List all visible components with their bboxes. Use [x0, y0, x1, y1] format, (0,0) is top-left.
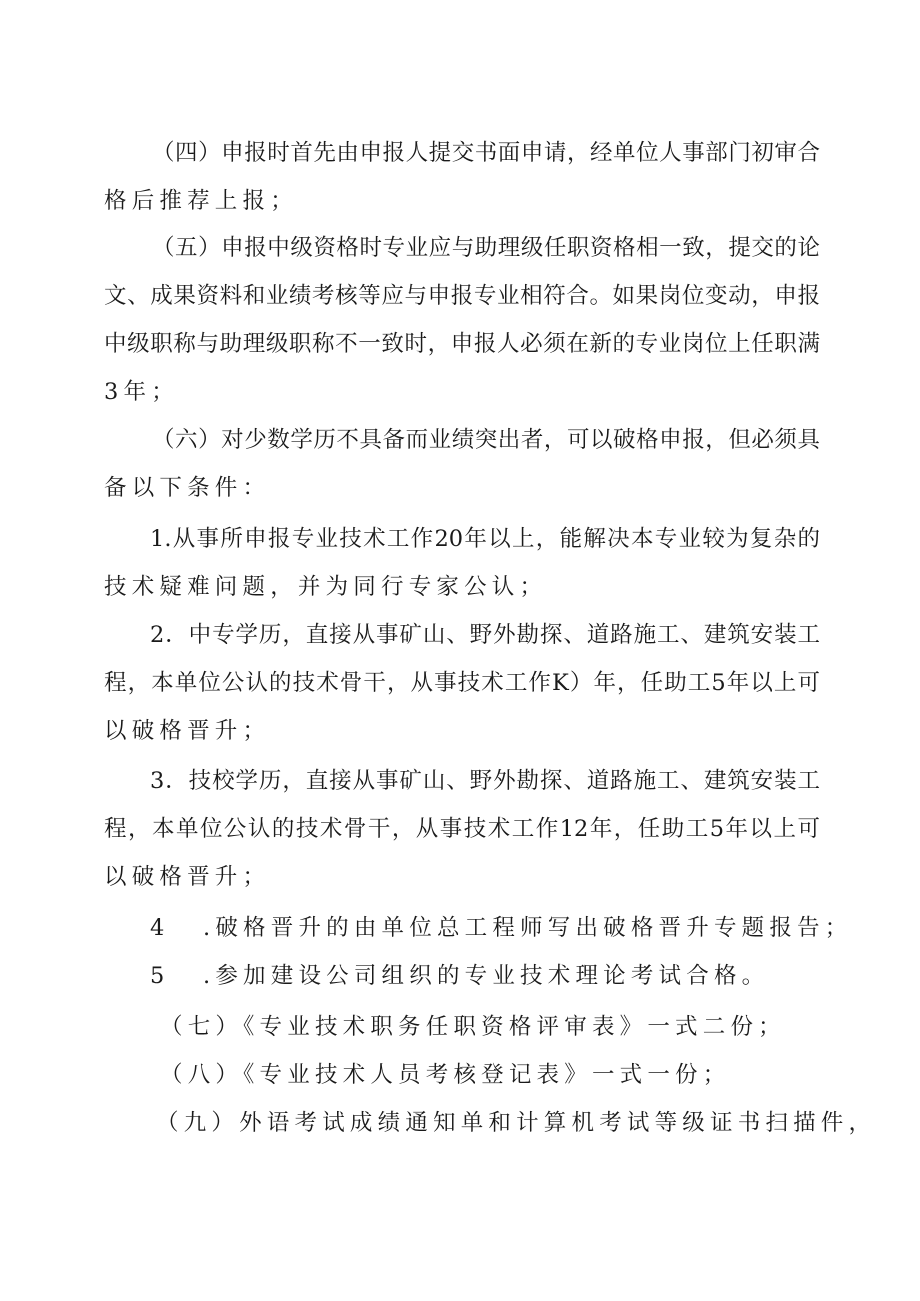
item-1-line-1: 1.从事所申报专业技术工作20年以上，能解决本专业较为复杂的	[150, 526, 820, 552]
paragraph-4-line-1: （四）申报时首先由申报人提交书面申请，经单位人事部门初审合	[152, 140, 820, 166]
paragraph-4-line-2: 格后推荐上报；	[104, 188, 298, 214]
item-2-line-3: 以破格晋升；	[104, 718, 271, 744]
paragraph-5-line-1: （五）申报中级资格时专业应与助理级任职资格相一致，提交的论	[152, 235, 820, 261]
paragraph-5-line-3: 中级职称与助理级职称不一致时，申报人必须在新的专业岗位上任职满	[104, 331, 820, 357]
item-4-text: .破格晋升的由单位总工程师写出破格晋升专题报告；	[203, 915, 853, 941]
item-4-number: 4	[150, 915, 165, 941]
item-5-text: .参加建设公司组织的专业技术理论考试合格。	[203, 963, 770, 989]
item-3-line-1: 3．技校学历，直接从事矿山、野外勘探、道路施工、建筑安装工	[150, 768, 820, 794]
item-5-number: 5	[150, 963, 165, 989]
item-3-line-2: 程，本单位公认的技术骨干，从事技术工作12年，任助工5年以上可	[104, 816, 820, 842]
item-1-line-2: 技术疑难问题，并为同行专家公认；	[104, 574, 548, 600]
paragraph-6-line-1: （六）对少数学历不具备而业绩突出者，可以破格申报，但必须具	[152, 427, 820, 453]
item-2-line-1: 2．中专学历，直接从事矿山、野外勘探、道路施工、建筑安装工	[150, 622, 820, 648]
paragraph-6-line-2: 备以下条件：	[104, 475, 271, 501]
paragraph-7: （七）《专业技术职务任职资格评审表》一式二份；	[160, 1014, 786, 1040]
item-3-line-3: 以破格晋升；	[104, 864, 271, 890]
paragraph-5-line-4: 3年；	[104, 379, 179, 405]
paragraph-5-line-2: 文、成果资料和业绩考核等应与申报专业相符合。如果岗位变动，申报	[104, 283, 820, 309]
item-2-line-2: 程，本单位公认的技术骨干，从事技术工作K）年，任助工5年以上可	[104, 670, 820, 696]
paragraph-8: （八）《专业技术人员考核登记表》一式一份；	[160, 1062, 731, 1088]
paragraph-9: （九）外语考试成绩通知单和计算机考试等级证书扫描件，	[156, 1110, 877, 1136]
